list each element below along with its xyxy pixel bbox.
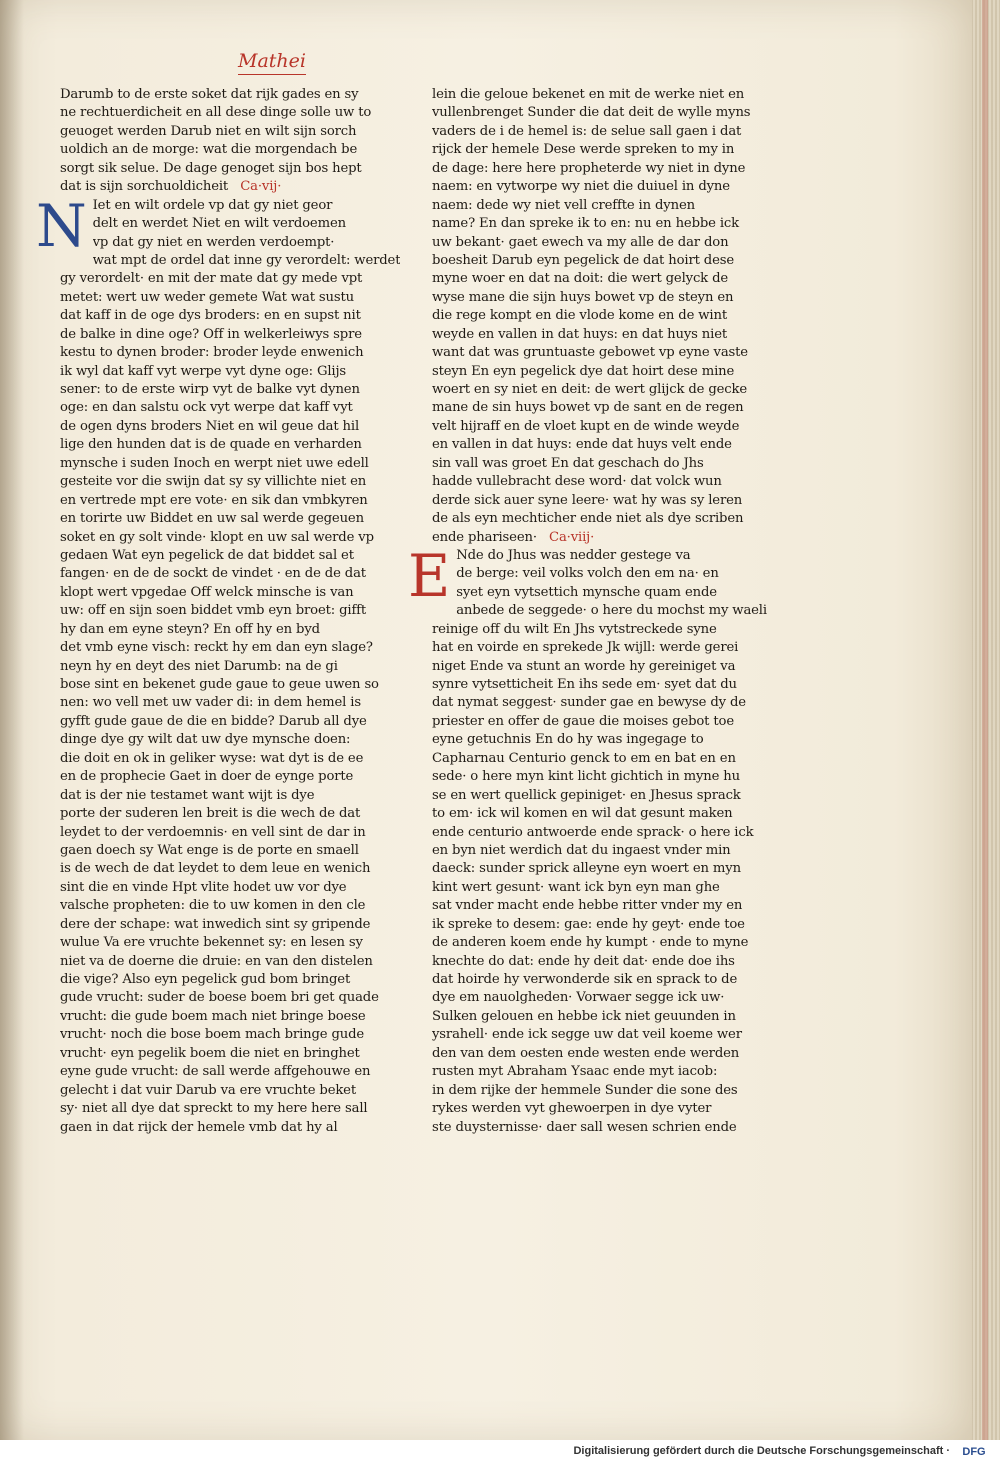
- text-line: [432, 768, 777, 786]
- line-text: anbede de seggede· o here du mochst my waeli: [456, 603, 767, 619]
- line-text: wulue Va ere vruchte bekennet sy: en lesen sy: [60, 935, 363, 951]
- line-text: name? En dan spreke ik to en: nu en hebbe ick: [432, 216, 739, 232]
- line-text: die vige? Also eyn pegelick gud bom bringet: [60, 972, 351, 987]
- text-line: [60, 344, 400, 362]
- text-line: [60, 381, 400, 399]
- text-line: [432, 1082, 777, 1100]
- text-line: [432, 252, 777, 270]
- line-text: de dage: here here propheterde wy niet in dyne: [432, 160, 746, 176]
- line-text: eyne gude vrucht: de sall werde affgehouwe en: [60, 1064, 371, 1080]
- text-line: [432, 363, 777, 381]
- left-text-column: [36, 86, 400, 1137]
- text-line: [432, 344, 777, 362]
- line-text: uw: off en sijn soen biddet vmb eyn broet: gifft: [60, 603, 367, 619]
- line-text: de balke in dine oge? Off in welkerleiwys spre: [60, 326, 362, 342]
- line-text: dye em nauolgheden· Vorwaer segge ick uw·: [432, 990, 725, 1006]
- text-line: [93, 234, 400, 252]
- line-text: lige den hunden dat is de quade en verharden: [60, 437, 362, 453]
- line-text: en byn niet werdich dat du ingaest vnder min: [432, 842, 731, 858]
- line-text: vrucht· eyn pegelik boem die niet en bringhet: [60, 1045, 360, 1061]
- decorated-initial: N: [36, 191, 87, 260]
- text-line: [456, 547, 777, 565]
- text-line: [432, 658, 777, 676]
- page-gutter-shadow: [0, 0, 24, 1440]
- text-line: [60, 160, 400, 178]
- line-text: nen: wo vell met uw vader di: in dem hemel is: [60, 695, 361, 711]
- line-text: valsche propheten: die to uw komen in den cle: [60, 898, 366, 914]
- chapter-mark: Ca·viij·: [536, 529, 595, 545]
- dfg-logo: DFG: [962, 1446, 986, 1458]
- line-text: se en wert quellick gepiniget· en Jhesus sprack: [432, 787, 741, 803]
- text-line: [432, 307, 777, 325]
- line-text: klopt wert vpgedae Off welck minsche is van: [60, 584, 354, 600]
- line-text: Nde do Jhus was nedder gestege va: [456, 547, 691, 563]
- text-line: [60, 953, 400, 971]
- line-text: de als eyn mechticher ende niet als dye scriben: [432, 511, 744, 527]
- line-text: knechte do dat: ende hy deit dat· ende doe ihs: [432, 953, 735, 969]
- line-text: derde sick auer syne leere· wat hy was sy leren: [432, 492, 743, 508]
- line-text: ysrahell· ende ick segge uw dat veil koeme wer: [432, 1027, 742, 1043]
- line-text: rijck der hemele Dese werde spreken to my in: [432, 142, 735, 158]
- text-line: [60, 86, 400, 104]
- text-line: [432, 1119, 777, 1137]
- text-line: [60, 676, 400, 694]
- text-line: [60, 713, 400, 731]
- text-line: [60, 1026, 400, 1044]
- line-text: vp dat gy niet en werden verdoempt·: [92, 234, 335, 250]
- line-text: in dem rijke der hemmele Sunder die sone des: [432, 1082, 738, 1098]
- text-line: [432, 989, 777, 1007]
- text-line: [60, 731, 400, 749]
- text-line: [432, 381, 777, 399]
- line-text: vrucht· noch die bose boem mach bringe gude: [60, 1027, 365, 1043]
- line-text: want dat was gruntuaste gebowet vp eyne vaste: [432, 345, 748, 361]
- text-line: [93, 252, 400, 270]
- text-line: [432, 160, 777, 178]
- text-line: [432, 510, 777, 528]
- text-line: [60, 621, 400, 639]
- text-line: [456, 565, 777, 583]
- text-line: [432, 824, 777, 842]
- line-text: dat kaff in de oge dys broders: en en supst nit: [60, 308, 361, 324]
- line-text: priester en offer de gaue die moises gebot toe: [432, 713, 734, 729]
- text-line: [432, 676, 777, 694]
- text-line: [432, 934, 777, 952]
- line-text: is de wech de dat leydet to dem leue en wenich: [60, 861, 371, 877]
- text-line: [60, 897, 400, 915]
- line-text: myne woer en dat na doit: die wert gelyck de: [432, 271, 729, 287]
- line-text: sy· niet all dye dat spreckt to my here here sall: [60, 1101, 368, 1117]
- text-line: [60, 916, 400, 934]
- line-text: daeck: sunder sprick alleyne eyn woert en myn: [432, 861, 741, 877]
- line-text: kint wert gesunt· want ick byn eyn man ghe: [432, 879, 720, 895]
- text-line: [93, 215, 400, 233]
- line-text: lein die geloue bekenet en mit de werke niet en: [432, 87, 745, 102]
- text-line: [432, 897, 777, 915]
- line-text: sorgt sik selue. De dage genoget sijn bos hept: [60, 160, 362, 176]
- text-line: [432, 694, 777, 712]
- text-line: [432, 1045, 777, 1063]
- text-line: [60, 750, 400, 768]
- line-text: gedaen Wat eyn pegelick de dat biddet sal et: [60, 547, 354, 563]
- line-text: ik wyl dat kaff vyt werpe vyt dyne oge: Glijs: [60, 363, 347, 379]
- line-text: en vallen in dat huys: ende dat huys velt ende: [432, 437, 732, 453]
- line-text: rykes werden vyt ghewoerpen in dye vyter: [432, 1101, 712, 1117]
- text-line: [432, 473, 777, 491]
- line-text: gyfft gude gaue de die en bidde? Darub all dye: [60, 713, 367, 729]
- text-line: [60, 602, 400, 620]
- line-text: gy verordelt· en mit der mate dat gy mede vpt: [60, 271, 363, 287]
- text-line: [60, 658, 400, 676]
- line-text: naem: dede wy niet vell creffte in dynen: [432, 197, 695, 213]
- text-line: [432, 455, 777, 473]
- line-text: soket en gy solt vinde· klopt en uw sal werde vp: [60, 529, 374, 545]
- text-line: [60, 455, 400, 473]
- line-text: die rege kompt en die vlode kome en de wint: [432, 308, 727, 324]
- text-line: [93, 197, 400, 215]
- text-line: [432, 418, 777, 436]
- right-text-column: [408, 86, 777, 1137]
- line-text: naem: en vytworpe wy niet die duiuel in dyne: [432, 179, 730, 195]
- text-line: [432, 842, 777, 860]
- text-line: [432, 953, 777, 971]
- text-line: [60, 842, 400, 860]
- line-text: dat is der nie testamet want wijt is dye: [60, 787, 315, 803]
- line-text: vrucht: die gude boem mach niet bringe boese: [60, 1008, 366, 1024]
- line-text: sat vnder macht ende hebbe ritter vnder my en: [432, 898, 743, 914]
- line-text: wyse mane die sijn huys bowet vp de steyn en: [432, 289, 734, 305]
- line-text: leydet to der verdoemnis· en vell sint de dar in: [60, 824, 366, 840]
- line-text: metet: wert uw weder gemete Wat wat sustu: [60, 289, 354, 305]
- text-line: [432, 123, 777, 141]
- text-line: [432, 750, 777, 768]
- line-text: gaen doech sy Wat enge is de porte en smaell: [60, 842, 359, 858]
- text-line: [432, 197, 777, 215]
- text-line: [60, 418, 400, 436]
- line-text: die doit en ok in geliker wyse: wat dyt is de ee: [60, 750, 364, 766]
- line-text: dat is sijn sorchuoldicheit: [60, 179, 229, 195]
- line-text: sener: to de erste wirp vyt de balke vyt dynen: [60, 382, 360, 397]
- line-text: gude vrucht: suder de boese boem bri get quade: [60, 990, 379, 1006]
- text-line: [432, 916, 777, 934]
- text-line: [432, 141, 777, 159]
- text-line: [60, 1063, 400, 1081]
- text-line: [60, 694, 400, 712]
- line-text: gesteite vor die swijn dat sy sy villichte niet en: [60, 474, 367, 490]
- line-text: dere der schape: wat inwedich sint sy gripende: [60, 916, 371, 932]
- text-line: [432, 104, 777, 122]
- line-text: uw bekant· gaet ewech va my alle de dar don: [432, 234, 729, 250]
- text-line: [432, 860, 777, 878]
- text-line: [60, 178, 400, 196]
- line-text: vullenbrenget Sunder die dat deit de wylle myns: [432, 105, 751, 121]
- footer-bar: [0, 1440, 1000, 1465]
- text-line: [60, 565, 400, 583]
- line-text: ne rechtuerdicheit en all dese dinge solle uw to: [60, 105, 372, 121]
- line-text: syet eyn vytsettich mynsche quam ende: [456, 584, 717, 600]
- text-line: [432, 436, 777, 454]
- line-text: hat en voirde en sprekede Jk wijll: werde gerei: [432, 640, 739, 656]
- text-line: [432, 879, 777, 897]
- line-text: mynsche i suden Inoch en werpt niet uwe edell: [60, 455, 369, 471]
- line-text: en de prophecie Gaet in doer de eynge porte: [60, 769, 354, 785]
- text-line: [60, 289, 400, 307]
- line-text: reinige off du wilt En Jhs vytstreckede syne: [432, 621, 717, 637]
- line-text: weyde en vallen in dat huys: en dat huys niet: [432, 326, 727, 342]
- text-line: [60, 989, 400, 1007]
- running-title: Mathei: [238, 50, 306, 72]
- text-line: [432, 529, 777, 547]
- line-text: synre vytsetticheit En ihs sede em· syet dat du: [432, 677, 737, 692]
- line-text: dinge dye gy wilt dat uw dye mynsche doen:: [60, 732, 351, 748]
- text-line: [60, 787, 400, 805]
- line-text: ende centurio antwoerde ende sprack· o here ick: [432, 824, 754, 840]
- line-text: Capharnau Centurio genck to em en bat en en: [432, 750, 736, 766]
- text-line: [432, 971, 777, 989]
- text-line: [60, 363, 400, 381]
- text-line: [60, 971, 400, 989]
- line-text: hy dan em eyne steyn? En off hy en byd: [60, 621, 320, 637]
- text-line: [432, 1100, 777, 1118]
- text-line: [60, 934, 400, 952]
- text-line: [432, 399, 777, 417]
- line-text: dat hoirde hy verwonderde sik en sprack to de: [432, 972, 738, 987]
- line-text: niget Ende va stunt an worde hy gereiniget va: [432, 658, 736, 674]
- line-text: wat mpt de ordel dat inne gy verordelt: werdet: [92, 252, 400, 268]
- text-line: [60, 1100, 400, 1118]
- funding-notice: Digitalisierung gefördert durch die Deutsche Forschungsgemeinschaft ·: [573, 1445, 950, 1457]
- text-line: [60, 270, 400, 288]
- line-text: steyn En eyn pegelick dye dat hoirt dese mine: [432, 363, 735, 379]
- line-text: velt hijraff en de vloet kupt en de winde weyde: [432, 418, 740, 434]
- text-line: [60, 824, 400, 842]
- text-line: [60, 547, 400, 565]
- line-text: en vertrede mpt ere vote· en sik dan vmbkyren: [60, 492, 368, 508]
- line-text: den van dem oesten ende westen ende werden: [432, 1045, 740, 1061]
- line-text: de ogen dyns broders Niet en wil geue dat hil: [60, 418, 360, 434]
- text-line: [432, 178, 777, 196]
- line-text: gelecht i dat vuir Darub va ere vruchte beket: [60, 1082, 356, 1098]
- text-line: [60, 1045, 400, 1063]
- line-text: det vmb eyne visch: reckt hy em dan eyn slage?: [60, 640, 373, 656]
- line-text: fangen· en de de sockt de vindet · en de de dat: [60, 566, 366, 582]
- text-line: [60, 307, 400, 325]
- line-text: hadde vullebracht dese word· dat volck wun: [432, 474, 722, 490]
- line-text: sin vall was groet En dat geschach do Jhs: [432, 455, 704, 471]
- page-edge-stack: [972, 0, 1000, 1440]
- line-text: vaders de i de hemel is: de selue sall gaen i dat: [432, 123, 742, 139]
- text-line: [432, 713, 777, 731]
- text-line: [60, 584, 400, 602]
- text-line: [60, 326, 400, 344]
- line-text: uoldich an de morge: wat die morgendach be: [60, 142, 358, 158]
- decorated-initial: E: [408, 541, 451, 610]
- line-text: Sulken gelouen en hebbe ick niet geuunden in: [432, 1008, 736, 1024]
- text-line: [60, 1082, 400, 1100]
- text-line: [432, 326, 777, 344]
- line-text: sede· o here myn kint licht gichtich in myne hu: [432, 769, 740, 785]
- text-line: [60, 768, 400, 786]
- line-text: neyn hy en deyt des niet Darumb: na de gi: [60, 658, 338, 674]
- text-line: [456, 584, 777, 602]
- text-line: [60, 860, 400, 878]
- text-line: [432, 289, 777, 307]
- text-line: [60, 805, 400, 823]
- text-line: [432, 270, 777, 288]
- line-text: porte der suderen len breit is die wech de dat: [60, 806, 361, 822]
- text-line: [60, 639, 400, 657]
- line-text: Iet en wilt ordele vp dat gy niet geor: [92, 197, 333, 213]
- line-text: woert en sy niet en deit: de wert glijck de gecke: [432, 382, 747, 397]
- text-line: [432, 234, 777, 252]
- line-text: sint die en vinde Hpt vlite hodet uw vor dye: [60, 879, 347, 895]
- text-line: [60, 104, 400, 122]
- text-line: [432, 1008, 777, 1026]
- line-text: ende phariseen·: [432, 529, 537, 545]
- text-line: [432, 805, 777, 823]
- text-line: [60, 879, 400, 897]
- text-line: [432, 621, 777, 639]
- line-text: delt en werdet Niet en wilt verdoemen: [92, 216, 346, 232]
- text-line: [60, 492, 400, 510]
- text-line: [60, 1008, 400, 1026]
- text-line: [60, 510, 400, 528]
- line-text: to em· ick wil komen en wil dat gesunt maken: [432, 806, 733, 822]
- text-line: [432, 1063, 777, 1081]
- line-text: de berge: veil volks volch den em na· en: [456, 566, 719, 582]
- line-text: oge: en dan salstu ock vyt werpe dat kaff vyt: [60, 400, 353, 416]
- line-text: ik spreke to desem: gae: ende hy geyt· ende toe: [432, 916, 745, 932]
- text-line: [432, 86, 777, 104]
- text-line: [432, 787, 777, 805]
- text-line: [432, 731, 777, 749]
- line-text: niet va de doerne die druie: en van den distelen: [60, 953, 373, 969]
- chapter-mark: Ca·vij·: [228, 179, 282, 195]
- line-text: gaen in dat rijck der hemele vmb dat hy al: [60, 1119, 338, 1135]
- line-text: boesheit Darub eyn pegelick de dat hoirt dese: [432, 252, 735, 268]
- text-line: [60, 436, 400, 454]
- line-text: en torirte uw Biddet en uw sal werde gegeuen: [60, 511, 364, 527]
- line-text: de anderen koem ende hy kumpt · ende to myne: [432, 935, 749, 951]
- text-line: [60, 529, 400, 547]
- line-text: kestu to dynen broder: broder leyde enwenich: [60, 345, 364, 361]
- text-line: [60, 473, 400, 491]
- text-line: [60, 399, 400, 417]
- line-text: Darumb to de erste soket dat rijk gades en sy: [60, 87, 359, 102]
- text-line: [60, 1119, 400, 1137]
- line-text: geuoget werden Darub niet en wilt sijn sorch: [60, 123, 357, 139]
- text-line: [432, 639, 777, 657]
- text-line: [60, 123, 400, 141]
- line-text: bose sint en bekenet gude gaue to geue uwen so: [60, 677, 379, 692]
- text-line: [432, 215, 777, 233]
- line-text: mane de sin huys bowet vp de sant en de regen: [432, 400, 744, 416]
- line-text: ste duysternisse· daer sall wesen schrien ende: [432, 1119, 737, 1135]
- text-line: [432, 492, 777, 510]
- text-line: [60, 141, 400, 159]
- line-text: dat nymat seggest· sunder gae en bewyse dy de: [432, 695, 746, 711]
- line-text: eyne getuchnis En do hy was ingegage to: [432, 732, 704, 748]
- red-edge-stripe: [982, 0, 988, 1440]
- line-text: rusten myt Abraham Ysaac ende myt iacob:: [432, 1064, 718, 1080]
- text-line: [456, 602, 777, 620]
- text-line: [432, 1026, 777, 1044]
